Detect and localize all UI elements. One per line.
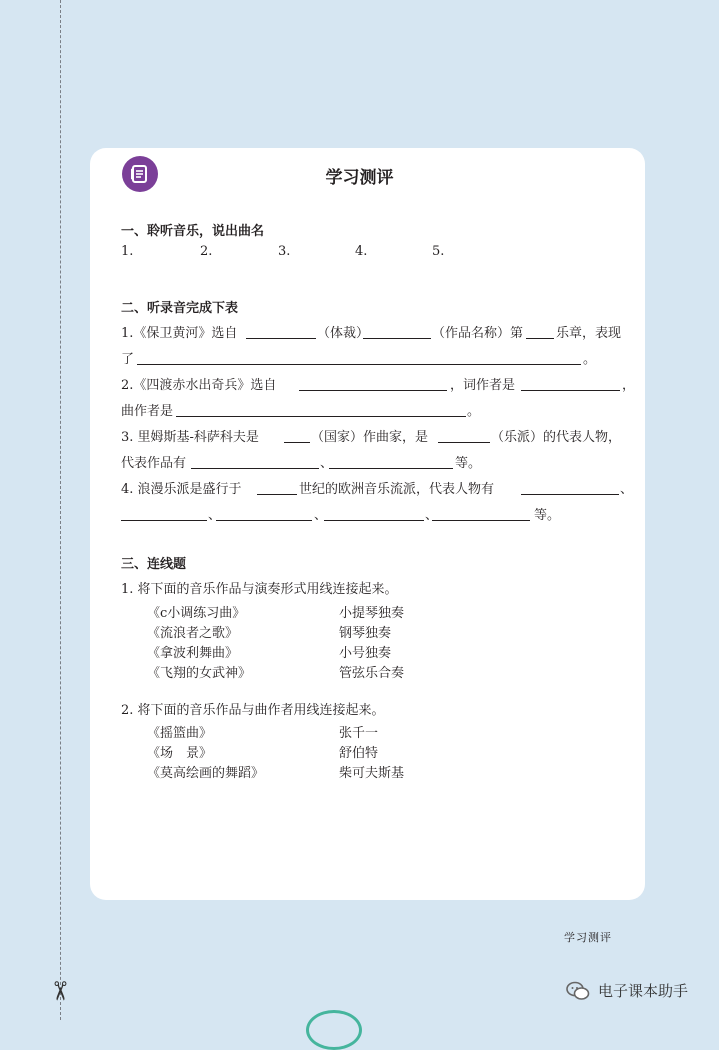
q3-text: （乐派）的代表人物， (491, 430, 622, 445)
q2-text: 。 (467, 404, 481, 419)
footer-label: 学习测评 (564, 931, 612, 944)
section-3-heading: 三、连线题 (121, 557, 187, 572)
blank-line[interactable] (246, 338, 316, 339)
q2-text: 2.《四渡赤水出奇兵》选自 (121, 378, 277, 393)
q4-text: 等。 (534, 508, 561, 523)
work-title[interactable]: 《摇篮曲》 (147, 726, 213, 741)
matching-prompt-1: 1. 将下面的音乐作品与演奏形式用线连接起来。 (121, 582, 398, 597)
blank-line[interactable] (257, 494, 297, 495)
section-2-heading: 二、听录音完成下表 (121, 301, 239, 316)
answer-number: 5. (432, 244, 445, 259)
q1-text: （作品名称）第 (432, 326, 524, 341)
blank-line[interactable] (284, 442, 310, 443)
q4-text: 、 (620, 482, 634, 497)
q3-text: 代表作品有 (121, 456, 187, 471)
cut-line (60, 0, 61, 1020)
q1-text: 。 (583, 352, 597, 367)
blank-line[interactable] (329, 468, 453, 469)
blank-line[interactable] (432, 520, 530, 521)
answer-number: 1. (121, 244, 134, 259)
performance-form[interactable]: 管弦乐合奏 (339, 666, 405, 681)
q2-text: 曲作者是 (121, 404, 174, 419)
scissors-icon: ✂ (43, 980, 74, 1002)
blank-line[interactable] (324, 520, 424, 521)
watermark-text: 电子课本助手 (598, 982, 689, 1000)
watermark (566, 980, 688, 1001)
blank-line[interactable] (176, 416, 466, 417)
q4-text: 、 (208, 508, 222, 523)
blank-line[interactable] (191, 468, 319, 469)
composer-name[interactable]: 柴可夫斯基 (339, 766, 405, 781)
q1-text: 乐章，表现 (556, 326, 622, 341)
section-1-heading: 一、聆听音乐，说出曲名 (121, 224, 265, 239)
q3-text: 3. 里姆斯基-科萨科夫是 (121, 430, 259, 445)
work-title[interactable]: 《流浪者之歌》 (147, 626, 239, 641)
blank-line[interactable] (363, 338, 431, 339)
q3-text: （国家）作曲家，是 (311, 430, 429, 445)
q4-text: 世纪的欧洲音乐流派，代表人物有 (299, 482, 495, 497)
composer-name[interactable]: 张千一 (339, 726, 379, 741)
blank-line[interactable] (521, 390, 620, 391)
q2-text: ， (622, 378, 636, 393)
composer-name[interactable]: 舒伯特 (339, 746, 379, 761)
q4-text: 、 (425, 508, 439, 523)
page-title: 学习测评 (325, 168, 394, 188)
q4-text: 、 (314, 508, 328, 523)
blank-line[interactable] (299, 390, 447, 391)
work-title[interactable]: 《莫高绘画的舞蹈》 (147, 766, 265, 781)
performance-form[interactable]: 钢琴独奏 (339, 626, 392, 641)
answer-number: 3. (278, 244, 291, 259)
q4-text: 4. 浪漫乐派是盛行于 (121, 482, 242, 497)
answer-number: 4. (355, 244, 368, 259)
q3-text: 等。 (455, 456, 482, 471)
work-title[interactable]: 《飞翔的女武神》 (147, 666, 252, 681)
answer-number: 2. (200, 244, 213, 259)
blank-line[interactable] (121, 520, 207, 521)
q2-text: ，词作者是 (450, 378, 516, 393)
q1-text: （体裁） (317, 326, 370, 341)
blank-line[interactable] (521, 494, 619, 495)
q3-text: 、 (320, 456, 334, 471)
blank-line[interactable] (216, 520, 312, 521)
blank-line[interactable] (438, 442, 490, 443)
work-title[interactable]: 《拿波利舞曲》 (147, 646, 239, 661)
page-tab-arc (306, 1010, 362, 1050)
blank-line[interactable] (137, 364, 581, 365)
assessment-card (90, 148, 645, 900)
performance-form[interactable]: 小号独奏 (339, 646, 392, 661)
matching-prompt-2: 2. 将下面的音乐作品与曲作者用线连接起来。 (121, 703, 385, 718)
q1-text: 了 (121, 352, 135, 367)
work-title[interactable]: 《c小调练习曲》 (147, 606, 246, 621)
blank-line[interactable] (526, 338, 554, 339)
wechat-icon (566, 981, 590, 1001)
work-title[interactable]: 《场 景》 (147, 746, 213, 761)
performance-form[interactable]: 小提琴独奏 (339, 606, 405, 621)
q1-text: 1.《保卫黄河》选自 (121, 326, 238, 341)
